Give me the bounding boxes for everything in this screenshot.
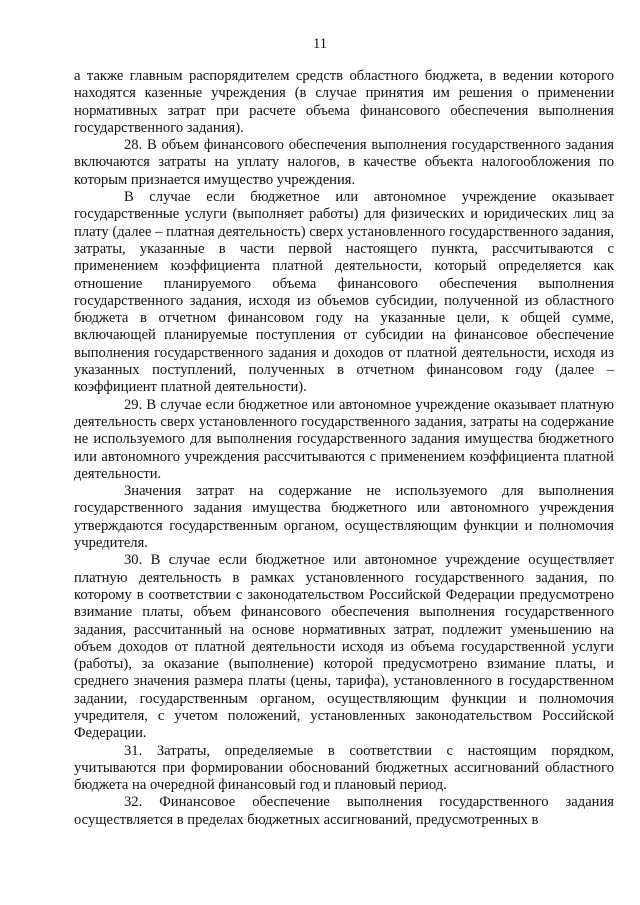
paragraph-item-32: 32. Финансовое обеспечение выполнения государственного задания осуществляется в пределах бюджетных ассигнований, предусмотренных в (74, 794, 614, 828)
paragraph-item-28-paid-activity: В случае если бюджетное или автономное учреждение оказывает государственные услуги (выполняет работы) для физических и юридических лиц за плату (далее – платная деятельность) сверх установленного государственного задания, затраты, указанные в части первой настоящего пункта, рассчитываются с применением коэффициента платной деятельности, который определяется как отношение планируемого объема финансового обеспечения выполнения государственного задания, исходя из объемов субсидии, полученной из областного бюджета в отчетном финансовом году на указанные цели, к общей сумме, включающей планируемые поступления от субсидии на финансовое обеспечение выполнения государственного задания и доходов от платной деятельности, исходя из указанных поступлений, полученных в отчетном финансовом году (далее – коэффициент платной деятельности). (74, 189, 614, 396)
paragraph-item-28: 28. В объем финансового обеспечения выполнения государственного задания включаются затраты на уплату налогов, в качестве объекта налогообложения по которым признается имущество учреждения. (74, 137, 614, 188)
paragraph-continuation: а также главным распорядителем средств областного бюджета, в ведении которого находятся казенные учреждения (в случае принятия им решения о применении нормативных затрат при расчете объема финансового обеспечения выполнения государственного задания). (74, 68, 614, 136)
paragraph-item-31: 31. Затраты, определяемые в соответствии с настоящим порядком, учитываются при формировании обоснований бюджетных ассигнований областного бюджета на очередной финансовый год и плановый период. (74, 742, 614, 794)
document-body (74, 68, 614, 829)
page-number: 11 (313, 36, 327, 52)
paragraph-item-29: 29. В случае если бюджетное или автономное учреждение оказывает платную деятельность сверх установленного государственного задания, затраты на содержание не используемого для выполнения государственного задания имущества бюджетного или автономного учреждения рассчитываются с применением коэффициента платной деятельности. (74, 396, 614, 482)
paragraph-item-29-values: Значения затрат на содержание не используемого для выполнения государственного задания имущества бюджетного или автономного учреждения утверждаются государственным органом, осуществляющим функции и полномочия учредителя. (74, 483, 614, 552)
paragraph-item-30: 30. В случае если бюджетное или автономное учреждение осуществляет платную деятельность в рамках установленного государственного задания, по которому в соответствии с законодательством Российской Федерации предусмотрено взимание платы, объем финансового обеспечения выполнения государственного задания, рассчитанный на основе нормативных затрат, подлежит уменьшению на объем доходов от платной деятельности исходя из объема государственной услуги (работы), за оказание (выполнение) которой предусмотрено взимание платы, и среднего значения размера платы (цены, тарифа), установленного в государственном задании, государственным органом, осуществляющим функции и полномочия учредителя, с учетом положений, установленных законодательством Российской Федерации. (74, 552, 614, 742)
